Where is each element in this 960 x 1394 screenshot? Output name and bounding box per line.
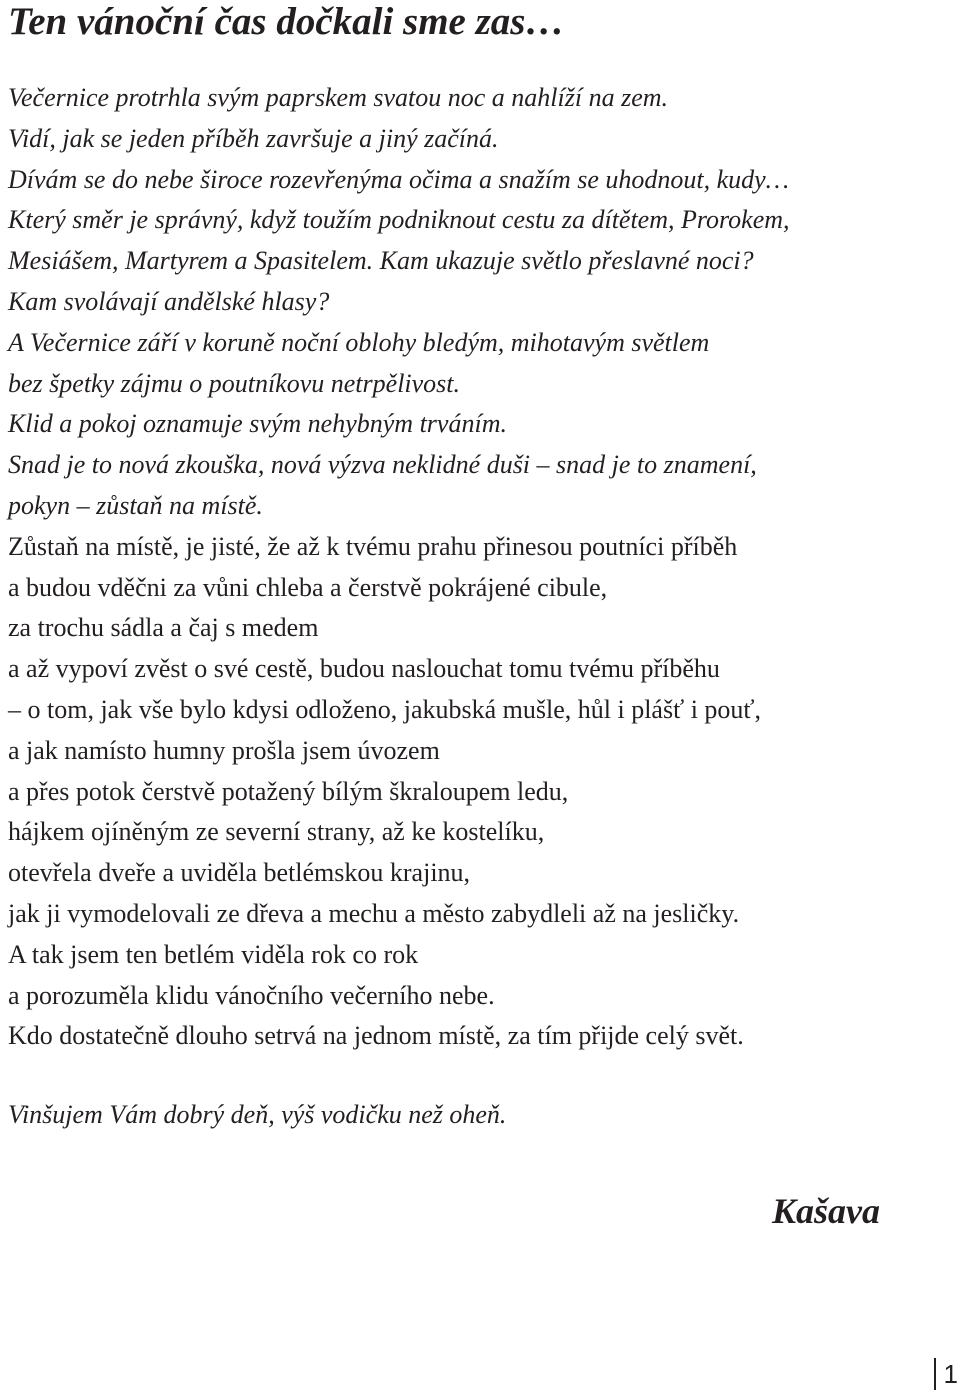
poem-line-22: A tak jsem ten betlém viděla rok co rok bbox=[8, 939, 419, 969]
poem-line-21: jak ji vymodelovali ze dřeva a mechu a město zabydleli až na jesličky. bbox=[8, 898, 740, 928]
poem-line-13: a budou vděčni za vůni chleba a čerstvě pokrájené cibule, bbox=[8, 572, 608, 602]
poem-line-9: Klid a pokoj oznamuje svým nehybným trváním. bbox=[8, 409, 507, 439]
poem-line-23: a porozuměla klidu vánočního večerního nebe. bbox=[8, 980, 495, 1010]
poem-line-8: bez špetky zájmu o poutníkovu netrpělivost. bbox=[8, 368, 461, 398]
poem-line-11: pokyn – zůstaň na místě. bbox=[8, 490, 263, 520]
poem-line-3: Dívám se do nebe široce rozevřenýma očima a snažím se uhodnout, kudy… bbox=[8, 164, 789, 194]
poem-line-15: a až vypoví zvěst o své cestě, budou naslouchat tomu tvému příběhu bbox=[8, 654, 720, 684]
page-divider bbox=[934, 1358, 936, 1390]
poem-line-24: Kdo dostatečně dlouho setrvá na jednom místě, za tím přijde celý svět. bbox=[8, 1021, 744, 1051]
poem-line-1: Večernice protrhla svým paprskem svatou noc a nahlíží na zem. bbox=[8, 83, 669, 112]
poem-line-14: za trochu sádla a čaj s medem bbox=[8, 613, 319, 643]
poem-line-2: Vidí, jak se jeden příběh završuje a jiný začíná. bbox=[8, 123, 499, 153]
poem-line-6: Kam svolávají andělské hlasy? bbox=[8, 286, 330, 316]
document-title: Ten vánoční čas dočkali sme zas… bbox=[8, 0, 565, 43]
poem-line-19: hájkem ojíněným ze severní strany, až ke kostelíku, bbox=[8, 817, 545, 847]
closing-greeting: Vinšujem Vám dobrý deň, výš vodičku než oheň. bbox=[8, 1100, 507, 1129]
poem-line-10: Snad je to nová zkouška, nová výzva neklidné duši – snad je to znamení, bbox=[8, 450, 757, 480]
poem-body bbox=[8, 78, 956, 1057]
poem-line-18: a přes potok čerstvě potažený bílým škraloupem ledu, bbox=[8, 776, 569, 806]
page-number: 1 bbox=[943, 1359, 958, 1389]
poem-line-7: A Večernice září v koruně noční oblohy bledým, mihotavým světlem bbox=[8, 327, 710, 357]
poem-line-12: Zůstaň na místě, je jisté, že až k tvému prahu přinesou poutníci příběh bbox=[8, 531, 738, 561]
page-marker bbox=[934, 1356, 958, 1392]
poem-line-20: otevřela dveře a uviděla betlémskou krajinu, bbox=[8, 858, 471, 888]
poem-line-4: Který směr je správný, když toužím podniknout cestu za dítětem, Prorokem, bbox=[8, 205, 790, 235]
poem-line-5: Mesiášem, Martyrem a Spasitelem. Kam ukazuje světlo přeslavné noci? bbox=[8, 246, 754, 276]
poem-line-16: – o tom, jak vše bylo kdysi odloženo, jakubská mušle, hůl i plášť i pouť, bbox=[8, 694, 762, 724]
poem-line-17: a jak namísto humny prošla jsem úvozem bbox=[8, 735, 440, 765]
signature: Kašava bbox=[772, 1191, 880, 1231]
